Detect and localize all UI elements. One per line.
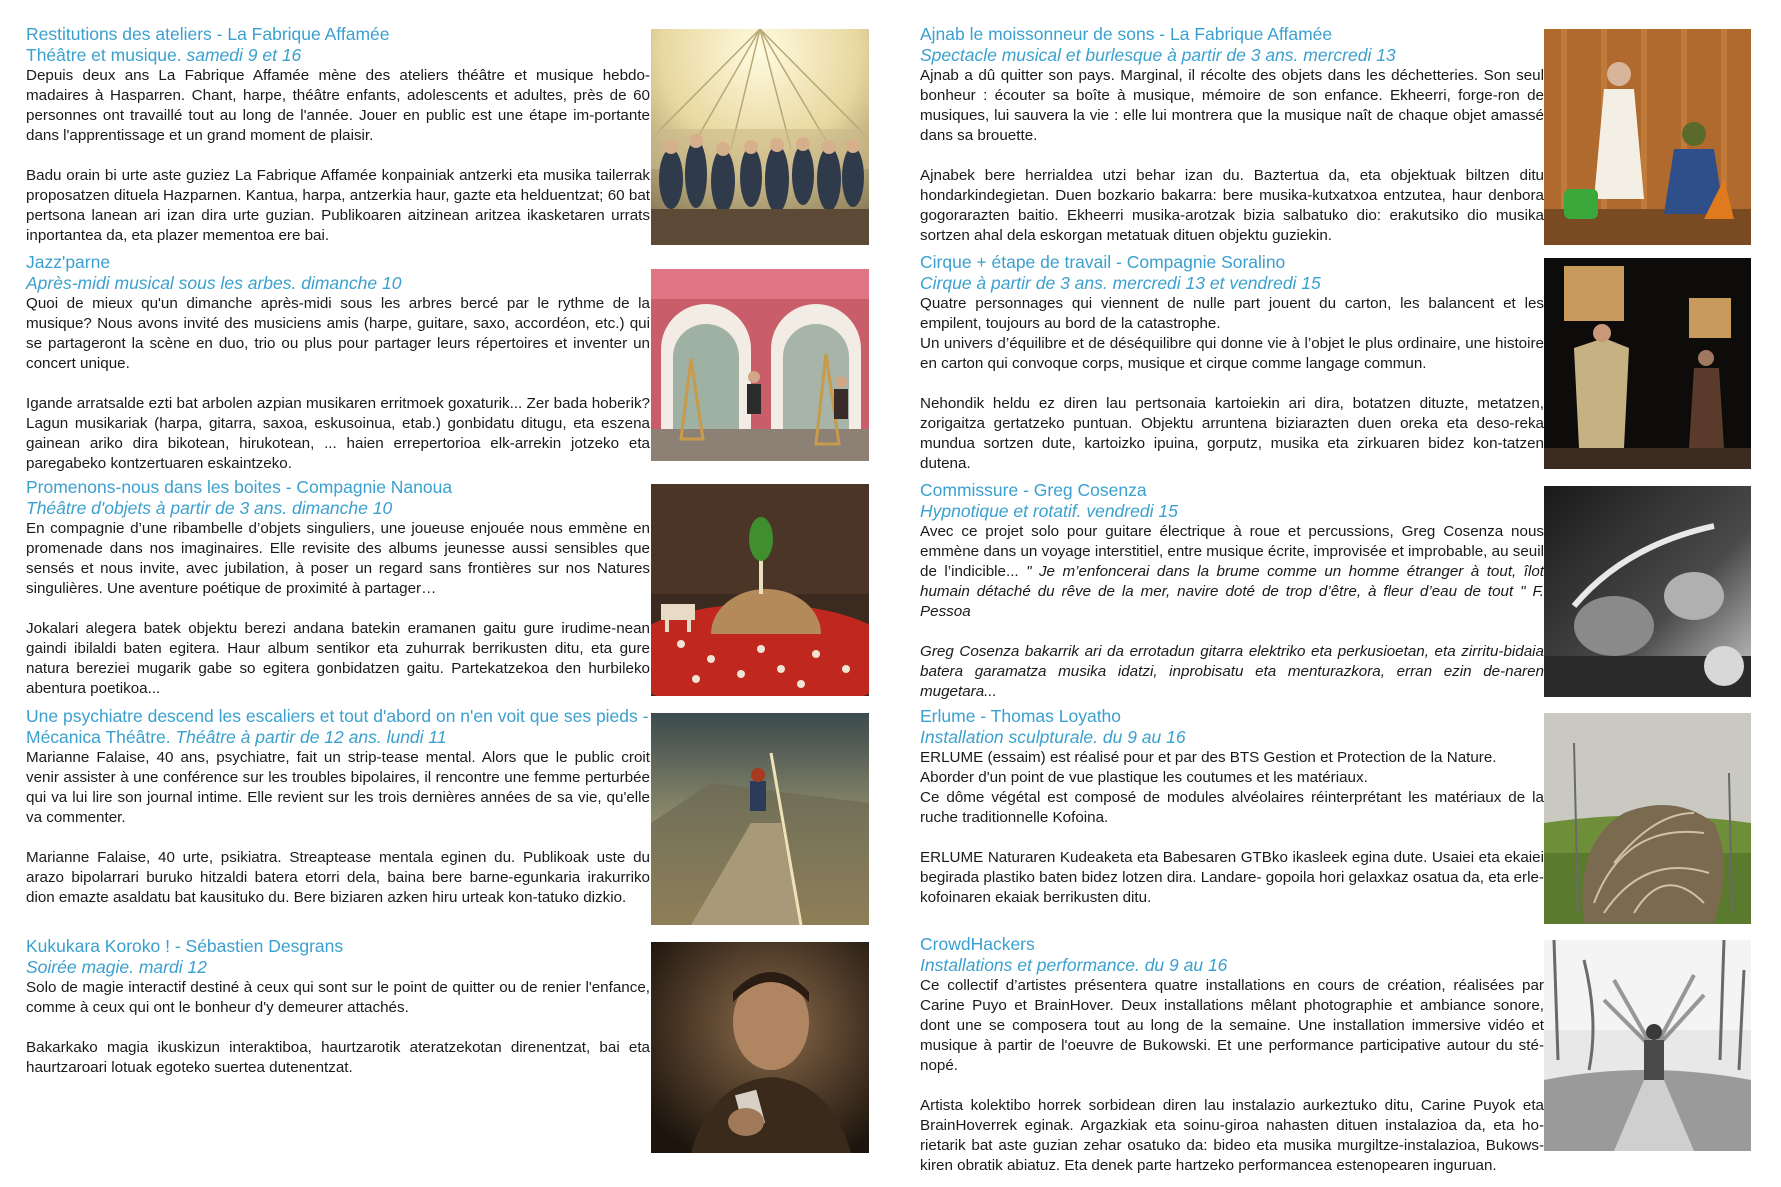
magician-portrait-photo: [651, 942, 869, 1153]
event-title: Cirque + étape de travail - Compagnie Soralino: [920, 252, 1286, 272]
event-text-fr: Solo de magie interactif destiné à ceux qui sont sur le point de quitter ou de renier l'enfance, comme à ceux qui ont le bonheur d'y demeurer attachés.: [26, 979, 650, 1016]
event-subtitle: Cirque à partir de 3 ans. mercredi 13 et vendredi 15: [920, 273, 1321, 293]
event-text-fr: Ce collectif d’artistes présentera quatre installations en cours de création, réalisées par Carine Puyo et BrainHover. Deux installations mêlant photographie et ambiance sonore, dont une se composera tout au long de la semaine. Une installation immersive vidéo et musique à partir de l'oeuvre de Bukowski. Et une performance participative autour du sté-nopé.: [920, 977, 1544, 1074]
event-erlume: [920, 706, 1544, 908]
event-subtitle: Spectacle musical et burlesque à partir de 3 ans. mercredi 13: [920, 45, 1396, 65]
object-theatre-photo: [651, 484, 869, 696]
event-text-eu: Jokalari alegera batek objektu berezi andana batekin eramanen gaitu gure irudime-nean gaindi ibilaldi baten egitera. Haur album sentikor eta zuhurrak berrikusten ditu, eta gure natura bereziei mugarik gabe so egitera gonbidatzen gaitu. Partekatzekoa den hurbileko abentura poetikoa...: [26, 620, 650, 697]
musical-stage-photo: [1544, 29, 1751, 245]
event-text-fr: ERLUME (essaim) est réalisé pour et par des BTS Gestion et Protection de la Nature. Aborder d'un point de vue plastique les coutumes et les matériaux. Ce dôme végétal est composé de modules alvéolaires réinterprétant les matériaux de la ruche traditionnelle Kofoina.: [920, 749, 1544, 826]
event-subtitle: Théâtre et musique. samedi 9 et 16: [26, 45, 302, 65]
guitar-hands-photo: [1544, 486, 1751, 697]
event-title: Kukukara Koroko ! - Sébastien Desgrans: [26, 936, 344, 956]
event-text-eu: Igande arratsalde ezti bat arbolen azpian musikaren erritmoek goxaturik... Zer bada hoberik? Lagun musikariak (harpa, gitarra, saxoa, eskusoinua, etab.) gonbidatu ditugu, eta eszena gainean ariko dira bikotean, hirukotean, ... haien errepertorioa elk-arrekin jotzeko eta paregabeko kontzertuaren eskaintzeko.: [26, 395, 650, 472]
event-subtitle: Soirée magie. mardi 12: [26, 957, 207, 977]
event-text-eu: Marianne Falaise, 40 urte, psikiatra. Streaptease mentala eginen du. Publikoak uste du arazo bipolarrari buruko hitzaldi batera etorri dela, baina bere barne-egunkaria irakurriko dion emazte asaldatu bat kausituko du. Bere biziaren azken hiru urteak kon-tatuko dizkio.: [26, 849, 650, 906]
seaside-stairs-photo: [651, 713, 869, 925]
event-text-eu: Bakarkako magia ikuskizun interaktiboa, haurtzarotik ateratzekotan direnentzat, bai eta haurtzaroari lotuak egoteko suertea dutenentzat.: [26, 1039, 650, 1076]
event-text-eu: Greg Cosenza bakarrik ari da errotadun gitarra elektriko eta perkusioetan, eta zirritu-bidaia batera garamatza musika idatzi, inprobisatu eta menturazkora, erran ezin de-naren mugetara...: [920, 643, 1544, 700]
event-text-eu: Ajnabek bere herrialdea utzi behar izan du. Baztertua da, eta objektuak biltzen ditu hondarkindegietan. Duen bozkario bakarra: bere musika-kutxatxoa entzutea, haur denbora gogorarazten baitio. Ekheerri musika-arotzak bizia salbatuko dio: erakutsiko dio musika sortzen ahal dela eskorgan metatuak dituen objektu guziekin.: [920, 167, 1544, 244]
event-text-fr: Ajnab a dû quitter son pays. Marginal, il récolte des objets dans les déchetteries. Son seul bonheur : écouter sa boîte à musique, mémoire de son enfance. Ekheerri, forge-ron de musiques, lui sauvera la vie : elle lui montrera que la musique naît de chaque objet amassé dans sa brouette.: [920, 67, 1544, 144]
harp-concert-arches-photo: [651, 269, 869, 461]
event-cirque: [920, 252, 1544, 474]
event-subtitle: Hypnotique et rotatif. vendredi 15: [920, 501, 1178, 521]
event-title: CrowdHackers: [920, 934, 1035, 954]
event-subtitle: Théâtre d'objets à partir de 3 ans. dimanche 10: [26, 498, 393, 518]
event-subtitle: Après-midi musical sous les arbes. dimanche 10: [26, 273, 402, 293]
circus-tent-dance-photo: [651, 29, 869, 245]
event-text-fr: En compagnie d’une ribambelle d’objets singuliers, une joueuse enjouée nous emmène en promenade dans nos imaginaires. Elle revisite des albums jeunesse aussi sensibles que sensés et nous invite, avec jubilation, à poser un regard sans frontières sur nos Natures singulières. Une aventure poétique de proximité à partager…: [26, 520, 650, 597]
event-text-eu: ERLUME Naturaren Kudeaketa eta Babesaren GTBko ikasleek egina dute. Usaiei eta ekaiei begirada plastiko baten bidez lotzen dira. Landare- gopoila hori gelaxkaz osatua da, eta erle-kofoinaren ekaiak berrikusten ditu.: [920, 849, 1544, 906]
event-ajnab: [920, 24, 1544, 246]
event-text-eu: Badu orain bi urte aste guziez La Fabrique Affamée konpainiak antzerki eta musika tailerrak proposatzen dituela Hazparnen. Kantua, harpa, antzerkia haur, gazte eta helduentzat; 60 bat pertsona lanean ari izan dira urte guzian. Publikoaren aitzinean aritzea ikasketaren urrats inportantea da, eta plazer mementoa ere bai.: [26, 167, 650, 244]
event-title: Commissure - Greg Cosenza: [920, 480, 1147, 500]
event-title: Jazz'parne: [26, 252, 111, 272]
event-text-eu: Nehondik heldu ez diren lau pertsonaia kartoiekin ari dira, botatzen dituzte, metatzen, zorigaitza gertatzeko puntuan. Objektu arruntena biziarazten duen oreka eta deso-reka mundua sortzen dute, kartoizko ipuina, gorputz, musika eta zirkuaren bidez kon-tatzen dutena.: [920, 395, 1544, 472]
event-crowdhackers: [920, 934, 1544, 1176]
cardboard-circus-photo: [1544, 258, 1751, 469]
event-title: Restitutions des ateliers - La Fabrique Affamée: [26, 24, 390, 44]
event-psychiatre: [26, 706, 650, 908]
event-subtitle: Mécanica Théâtre. Théâtre à partir de 12 ans. lundi 11: [26, 727, 447, 747]
woven-sculpture-photo: [1544, 713, 1751, 924]
event-restitutions: [26, 24, 650, 246]
event-text-fr: Avec ce projet solo pour guitare électrique à roue et percussions, Greg Cosenza nous emmène dans un voyage interstitiel, entre musique écrite, improvisée et improbable, au seuil de l’indicible... " Je m’enfoncerai dans la brume comme un homme étranger à tout, îlot humain détaché du rêve de la mer, navire doté de trop d’être, à fleur d’eau de tout " F. Pessoa: [920, 523, 1544, 620]
event-promenons: [26, 477, 650, 699]
event-title: Une psychiatre descend les escaliers et tout d'abord on n'en voit que ses pieds -: [26, 706, 649, 726]
event-text-eu: Artista kolektibo horrek sorbidean diren lau instalazio aurkeztuko ditu, Carine Puyok eta BrainHoverrek eginak. Argazkiak eta soinu-giroa nahasten dituen instalazioa da, eta ho-rietarik bat aste guzian zehar osatuko da: bideo eta musika murgiltze-instalazioa, Bukows-kiren obratik abiatuz. Eta denek parte hartzeko performancea estenopearen inguruan.: [920, 1097, 1544, 1174]
event-title: Erlume - Thomas Loyatho: [920, 706, 1122, 726]
event-title: Promenons-nous dans les boites - Compagnie Nanoua: [26, 477, 453, 497]
motion-blur-figure-photo: [1544, 940, 1751, 1151]
pessoa-quote: " Je m’enfoncerai dans la brume comme un homme étranger à tout, îlot humain détaché du rêve de la mer, navire doté de trop d’être, à fleur d’eau de tout " F. Pessoa: [920, 563, 1544, 620]
event-jazzparne: [26, 252, 650, 474]
event-text-fr: Quoi de mieux qu'un dimanche après-midi sous les arbres bercé par le rythme de la musique? Nous avons invité des musiciens amis (harpe, guitare, saxo, accordéon, etc.) qui se partageront la scène en duo, trio ou plus pour partager leurs répertoires et inventer un concert unique.: [26, 295, 650, 372]
event-kukukara: [26, 936, 650, 1078]
event-subtitle: Installation sculpturale. du 9 au 16: [920, 727, 1186, 747]
event-commissure: [920, 480, 1544, 702]
event-title: Ajnab le moissonneur de sons - La Fabrique Affamée: [920, 24, 1333, 44]
event-text-fr: Depuis deux ans La Fabrique Affamée mène des ateliers théâtre et musique hebdo-madaires à Hasparren. Chant, harpe, théâtre enfants, adolescents et adultes, près de 60 personnes ont travaillé tout au long de l'année. Jouer en public est une étape im-portante dans l'apprentissage et un grand moment de plaisir.: [26, 67, 650, 144]
event-text-fr: Quatre personnages qui viennent de nulle part jouent du carton, les balancent et les empilent, toujours au bord de la catastrophe. Un univers d’équilibre et de déséquilibre qui donne vie à l’objet le plus ordinaire, une histoire en carton qui convoque corps, musique et cirque comme langage commun.: [920, 295, 1544, 372]
event-subtitle: Installations et performance. du 9 au 16: [920, 955, 1228, 975]
event-text-fr: Marianne Falaise, 40 ans, psychiatre, fait un strip-tease mental. Alors que le public croit venir assister à une conférence sur les troubles bipolaires, il rencontre une femme perturbée qui va lui lire son journal intime. Elle revient sur les trois dernières années de sa vie, qu'elle va commenter.: [26, 749, 650, 826]
